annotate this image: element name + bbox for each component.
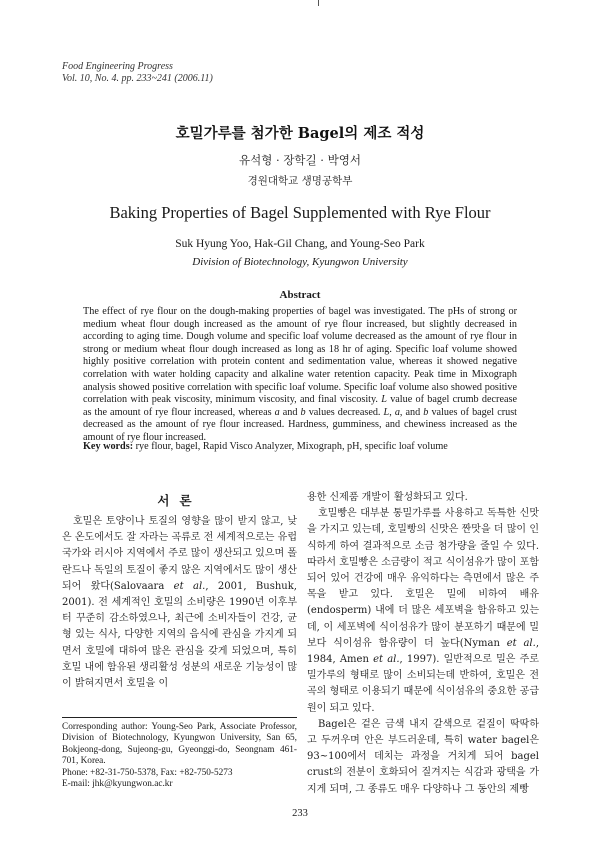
abstract-comma: , <box>389 406 395 418</box>
abstract-var-a: a <box>274 406 280 418</box>
abstract-var-l: L <box>381 394 387 406</box>
intro-p2-text-c: , 1997). 일반적으로 밀은 주로 밀가루의 형태로 많이 소비되는데 반하여, 호밀은 전곡의 형태로 이용되기 때문에 식이섬유의 중요한 공급원이 되고 있다. <box>307 654 539 714</box>
left-column <box>62 514 297 692</box>
intro-p1-text-b: , 2001, Bushuk, 2001). 전 세계적인 호밀의 소비량은 1990년 이후부터 꾸준히 감소하였으나, 최근에 소비자들이 건강, 균형 있는 식사, 다양한 지역의 음식에 관심을 가지게 되면서 호밀에 대하여 많은 관심을 갖게 되었으며, 특히 호밀 내에 함유된 생리활성 성분의 새로운 기능성이 많이 밝혀지면서 호밀을 이 <box>62 580 297 690</box>
journal-name: Food Engineering Progress <box>62 61 173 72</box>
intro-p2-etal-1: et al. <box>506 637 536 649</box>
abstract-text-d: values of bagel crust decreased as the amount of rye flour increased. Hardness, gumminess, and chewiness increased as the amount of rye flour increased. <box>83 406 517 443</box>
keywords-text: rye flour, bagel, Rapid Visco Analyzer, Mixograph, pH, specific loaf volume <box>133 441 448 452</box>
intro-p1-etal: et al. <box>173 580 206 592</box>
journal-header <box>62 61 213 85</box>
keywords <box>83 440 517 453</box>
authors-korean: 유석형 · 장학길 · 박영서 <box>239 153 361 167</box>
title-korean: 호밀가루를 첨가한 Bagel의 제조 적성 <box>175 125 425 142</box>
abstract-heading: Abstract <box>279 289 321 301</box>
intro-p2-etal-2: et al. <box>373 654 400 666</box>
corresponding-author-footnote <box>62 722 297 790</box>
affiliation-korean: 경원대학교 생명공학부 <box>247 175 353 187</box>
abstract-text-a: The effect of rye flour on the dough-making properties of bagel was investigated. The pHs of strong or medium wheat flour dough increased as the amount of rye flour increased, but slightly decreased in according to aging time. Dough volume and specific loaf volume decreased as the amount of rye flour in strong or medium wheat flour dough increased as long as 18 hr of aging. Specific loaf volume showed highly positive correlation with protein content and sedimentation value, whereas it showed negative correlation with water holding capacity and alkaline water retention capacity. Peak time in Mixograph analysis showed positive correlation with specific loaf volume. Specific loaf volume also showed positive correlation with peak viscosity, minimum viscosity, and final viscosity. <box>83 306 517 406</box>
abstract-var-l2: L <box>383 406 390 418</box>
footnote-email: E-mail: jhk@kyungwon.ac.kr <box>62 779 173 790</box>
right-column <box>307 490 539 798</box>
affiliation-english: Division of Biotechnology, Kyungwon University <box>192 256 408 268</box>
intro-paragraph-2 <box>307 506 539 717</box>
intro-p2-text-b: , 1984, Amen <box>307 637 539 666</box>
footnote-divider <box>62 717 297 718</box>
abstract-and: and <box>279 406 301 418</box>
section-heading-introduction: 서론 <box>157 493 202 508</box>
footnote-address: Corresponding author: Young-Seo Park, Associate Professor, Division of Biotechnology, Kyungwon University, San 65, Bokjeong-dong, Sujeong-gu, Gyeonggi-do, Seongnam 461-701, Korea. <box>62 722 297 767</box>
intro-p2-text-a: 호밀빵은 대부분 통밀가루를 사용하고 독특한 신맛을 가지고 있는데, 호밀빵의 신맛은 짠맛을 더 많이 인식하게 하여 결과적으로 소금 첨가량을 줄일 수 있다. 따라서 호밀빵은 소금량이 적고 식이섬유가 많이 포함되어 있어 건강에 매우 유익하다는 측면에서 많은 주목을 받고 있다. 호밀은 밀에 비하여 배유(endosperm) 내에 더 많은 세포벽을 함유하고 있는데, 이 세포벽에 식이섬유가 많이 분포하기 때문에 밀보다 식이섬유 함유량이 더 높다(Nyman <box>307 508 539 649</box>
abstract-var-b: b <box>300 406 306 418</box>
journal-volume: Vol. 10, No. 4. pp. 233~241 (2006.11) <box>62 73 213 84</box>
abstract-text-c: values decreased. <box>305 406 384 418</box>
intro-paragraph-1 <box>62 514 297 692</box>
footnote-phone: Phone: +82-31-750-5378, Fax: +82-750-5273 <box>62 767 233 778</box>
authors-english: Suk Hyung Yoo, Hak-Gil Chang, and Young-Seo Park <box>175 238 425 250</box>
scan-mark <box>318 0 319 6</box>
abstract-and2: , and <box>399 406 424 418</box>
abstract-body <box>83 306 517 445</box>
intro-continuation: 용한 신제품 개발이 활성화되고 있다. <box>307 492 468 503</box>
abstract-var-b2: b <box>423 406 429 418</box>
intro-paragraph-3: Bagel은 겉은 금색 내지 갈색으로 겉질이 딱딱하고 두꺼우며 안은 부드러운데, 특히 water bagel은 93~100에서 데치는 과정을 거치게 되어 bagel crust의 전분이 호화되어 질겨지는 식감과 광택을 가지게 되며, 그 종류도 매우 다양하나 그 동안의 제빵 <box>307 718 539 795</box>
intro-p1-text-a: 호밀은 토양이나 토질의 영향을 많이 받지 않고, 낮은 온도에서도 잘 자라는 곡류로 전 세계적으로는 유럽국가와 러시아 지역에서 주로 많이 생산되고 있으며 폴란드나 독일의 토질이 좋지 않은 지역에서도 많이 생산되어 왔다(Salovaara <box>62 516 297 592</box>
keywords-label: Key words: <box>83 441 134 452</box>
page-number: 233 <box>292 808 308 819</box>
title-english: Baking Properties of Bagel Supplemented with Rye Flour <box>109 203 491 222</box>
abstract-text-b: value of bagel crumb decrease as the amount of rye flour increased, whereas <box>83 394 517 418</box>
abstract-var-a2: a <box>394 406 400 418</box>
